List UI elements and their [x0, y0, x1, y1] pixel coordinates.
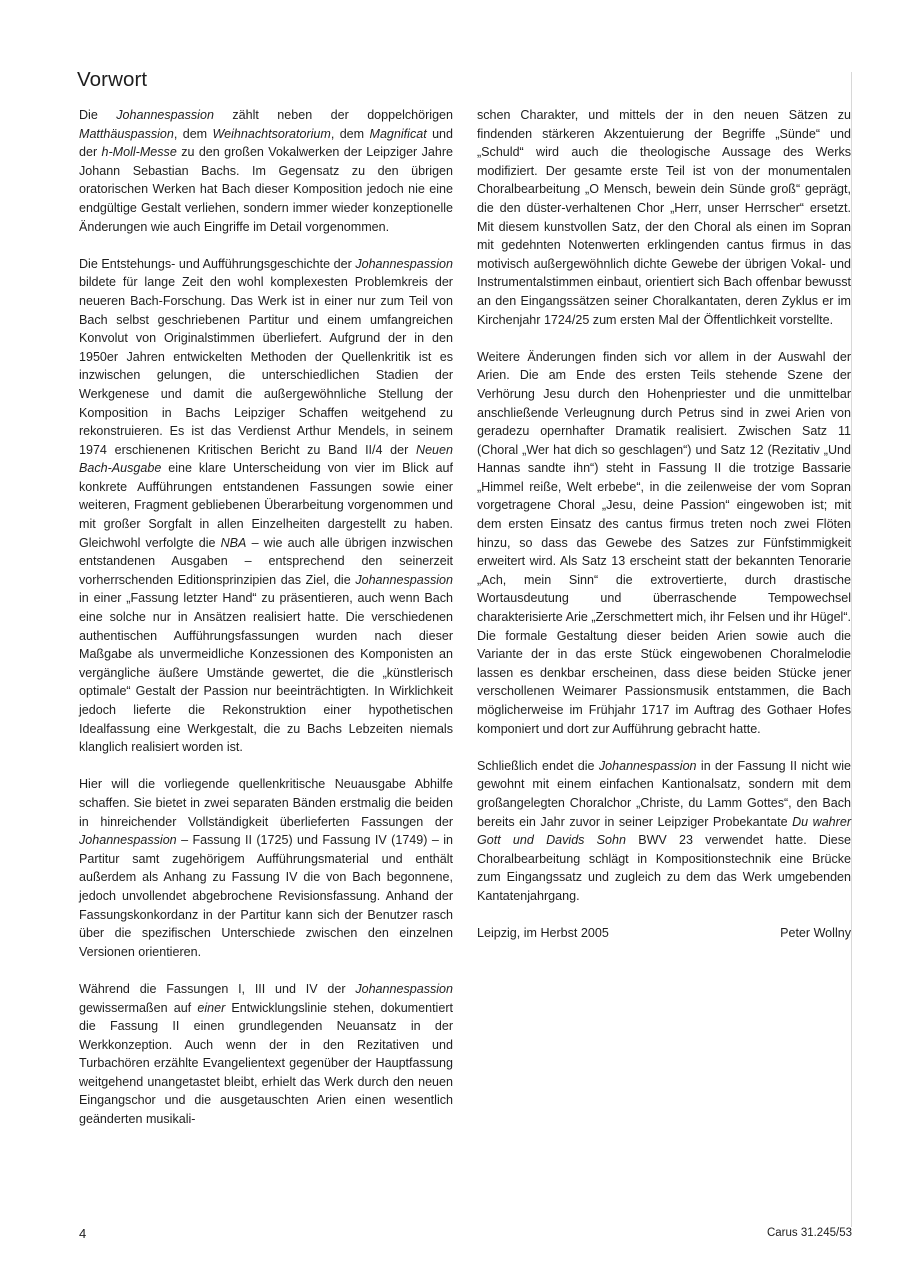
italic-text: Johannespassion: [79, 833, 177, 848]
italic-text: Johannespassion: [355, 981, 453, 996]
text-run: – wie auch alle übrigen inzwischen entstandenen Ausgaben – entsprechend den seinerzeit vorherrschenden Editionsprinzipien das Ziel, die: [79, 535, 453, 587]
italic-text: Magnificat: [369, 126, 427, 141]
paragraph: [477, 106, 851, 329]
italic-text: einer: [197, 1000, 226, 1015]
italic-text: Matthäuspassion: [79, 126, 174, 141]
text-run: zu den großen Vokalwerken der Leipziger Jahre Johann Sebastian Bachs. Im Gegensatz zu den übrigen oratorischen Werken hat Bach dieser Komposition jedoch nie eine endgültige Gestalt verliehen, sondern immer wieder konzeptionelle Änderungen wie auch Eingriffe im Detail vorgenommen.: [79, 145, 453, 234]
paragraph: [79, 255, 453, 757]
text-run: Schließlich endet die: [477, 758, 599, 773]
text-run: Hier will die vorliegende quellenkritische Neuausgabe Abhilfe schaffen. Sie bietet in zwei separaten Bänden erstmalig die beiden in hinreichender Vollständigkeit überlieferten Fassungen der: [79, 777, 453, 829]
text-run: , dem: [173, 126, 213, 141]
text-run: und der: [79, 126, 453, 160]
text-run: BWV 23 verwendet hatte. Diese Choralbearbeitung schlägt in Kompositionstechnik eine Brücke zum Eingangssatz und zugleich zu dem das Werk umgebenden Kantatenjahrgang.: [477, 833, 851, 903]
signature-place-date: Leipzig, im Herbst 2005: [477, 926, 609, 941]
italic-text: Neuen Bach-Ausgabe: [79, 442, 453, 476]
left-column: [79, 106, 453, 1147]
right-column: [477, 106, 851, 943]
text-run: – Fassung II (1725) und Fassung IV (1749) – in Partitur samt zugehörigem Aufführungsmaterial und enthält außerdem als Anhang zu Fassung IV die von Bach begonnene, jedoch unvollendet abgebrochene Revisionsfassung. Anhand der Fassungskonkordanz in der Partitur kann sich der Benutzer rasch über die spezifischen Unterschiede zwischen den einzelnen Versionen orientieren.: [79, 833, 453, 959]
page-number: 4: [79, 1226, 87, 1241]
paragraph: [477, 757, 851, 906]
italic-text: h-Moll-Messe: [101, 145, 177, 160]
page-title: Vorwort: [77, 68, 148, 91]
italic-text: Johannespassion: [598, 758, 697, 773]
text-run: bildete für lange Zeit den wohl komplexesten Problemkreis der neueren Bach-Forschung. Das Werk ist in einer nur zum Teil von Bach selbst geschriebenen Partitur und einem umfangreichen Konvolut von Originalstimmen überliefert. Aufgrund der in den 1950er Jahren entwickelten Methoden der Quellenkritik ist es inzwischen gelungen, die unterschiedlichen Stadien der Werkgenese und damit die außergewöhnliche Stellung der Komposition in Bachs Leipziger Schaffen weitgehend zu rekonstruieren. Es ist das Verdienst Arthur Mendels, in seinem 1974 erschienenen Kritischen Bericht zu Band II/4 der: [79, 275, 453, 457]
text-run: Die Entstehungs- und Aufführungsgeschichte der: [79, 256, 356, 271]
italic-text: Johannespassion: [116, 108, 214, 122]
signature-author: Peter Wollny: [780, 926, 851, 941]
text-run: Während die Fassungen I, III und IV der: [79, 981, 356, 996]
catalog-number: Carus 31.245/53: [766, 1227, 852, 1239]
text-run: , dem: [330, 126, 370, 141]
text-run: eine klare Unterscheidung von vier im Blick auf konkrete Aufführungen entstandenen Fassungen sowie einer weiteren, Fragment gebliebenen Überarbeitung vorgenommen und mit großer Sorgfalt in allen Einzelheiten dargestellt zu haben. Gleichwohl verfolgte die: [79, 461, 453, 550]
text-run: zählt neben der doppelchörigen: [213, 108, 454, 122]
text-run: Entwicklungslinie stehen, dokumentiert die Fassung II einen grundlegenden Neuansatz in der Werkkonzeption. Auch wenn der in den Rezitativen und Turbachören erzählte Evangelientext gegenüber der Hauptfassung weitgehend unangetastet bleibt, erhielt das Werk durch den neuen Eingangschor und die ausgetauschten Arien einen wesentlich geänderten musikali-: [79, 1000, 453, 1127]
italic-text: Johannespassion: [355, 572, 453, 587]
italic-text: Weihnachtsoratorium: [212, 126, 331, 141]
paragraph: [79, 980, 453, 1129]
text-run: gewissermaßen auf: [79, 1000, 198, 1015]
italic-text: Du wahrer Gott und Davids Sohn: [477, 814, 851, 848]
paragraph: [79, 775, 453, 961]
text-run: in einer „Fassung letzter Hand“ zu präsentieren, auch wenn Bach eine solche nur in Ansätzen realisiert hatte. Die verschiedenen authentischen Aufführungsfassungen wurden nach dieser Maßgabe als unvermeidliche Konzessionen des Komponisten an vergängliche äußere Umstände gewertet, die die „künstlerisch optimale“ Gestalt der Passion nur beeinträchtigten. In Wirklichkeit jedoch lieferte die Rekonstruktion einer hypothetischen Idealfassung eine Werkgestalt, die zu Bachs Lebzeiten niemals klanglich realisiert worden ist.: [79, 591, 453, 755]
text-run: Weitere Änderungen finden sich vor allem in der Auswahl der Arien. Die am Ende des ersten Teils stehende Szene der Verhörung Jesu durch den Hohenpriester und die unmittelbar anschließende Verleugnung durch Petrus sind in zwei Arien von geradezu opernhafter Dramatik realisiert. Zwischen Satz 11 (Choral „Wer hat dich so geschlagen“) und Satz 12 (Rezitativ „Und Hannas sandte ihn“) steht in Fassung II die trotzige Bassarie „Himmel reiße, Welt erbebe“, in die zeilenweise der vom Sopran vorgetragene Choral „Jesu, deine Passion“ eingewoben ist; mit dem ersten Einsatz des cantus firmus treten noch zwei Flöten hinzu, so dass das Gewebe des Satzes zur Fünfstimmigkeit erweitert wird. Als Satz 13 erscheint statt der bekannten Tenorarie „Ach, mein Sinn“ die extrovertierte, durch drastische Wortausdeutung und überraschende Tempowechsel charakterisierte Arie „Zerschmettert mich, ihr Felsen und ihr Hügel“. Die formale Gestaltung dieser beiden Arien sowie auch die Variante der in das erste Stück eingewobenen Choralmelodie lassen es denkbar erscheinen, dass diese beiden Stücke jener verschollenen Weimarer Passionsmusik entstammen, die Bach möglicherweise im Frühjahr 1717 im Auftrag des Gothaer Hofes komponiert und dort zur Aufführung gebracht hatte.: [477, 349, 851, 736]
text-run: Die: [79, 108, 117, 122]
italic-text: NBA: [220, 535, 247, 550]
text-run: schen Charakter, und mittels der in den neuen Sätzen zu findenden stärkeren Akzentuierung der Begriffe „Sünde“ und „Schuld“ wird auch die theologische Aussage des Werks modifiziert. Der gesamte erste Teil ist von der monumentalen Choralbearbeitung „O Mensch, bewein dein Sünde groß“ geprägt, die den düster-verhaltenen Chor „Herr, unser Herrscher“ ersetzt. Mit diesem kunstvollen Satz, der den Choral als einen im Sopran mit gedehnten Notenwerten erklingenden cantus firmus in das motivisch außergewöhnlich dichte Gewebe der übrigen Vokal- und Instrumentalstimmen einbaut, orientiert sich Bach offenbar bewusst an den Eingangssätzen seiner Choralkantaten, deren Zyklus er im Kirchenjahr 1724/25 zum ersten Mal der Öffentlichkeit vorstellte.: [477, 108, 851, 327]
paragraph: [79, 106, 453, 236]
paragraph: [477, 348, 851, 738]
text-run: in der Fassung II nicht wie gewohnt mit einem einfachen Kantionalsatz, sondern mit dem großangelegten Choralchor „Christe, du Lamm Gottes“, den Bach bereits ein Jahr zuvor in seiner Leipziger Probekantate: [477, 758, 851, 829]
italic-text: Johannespassion: [355, 256, 453, 271]
signature-line: [477, 924, 851, 943]
page-edge-rule: [851, 72, 852, 1227]
